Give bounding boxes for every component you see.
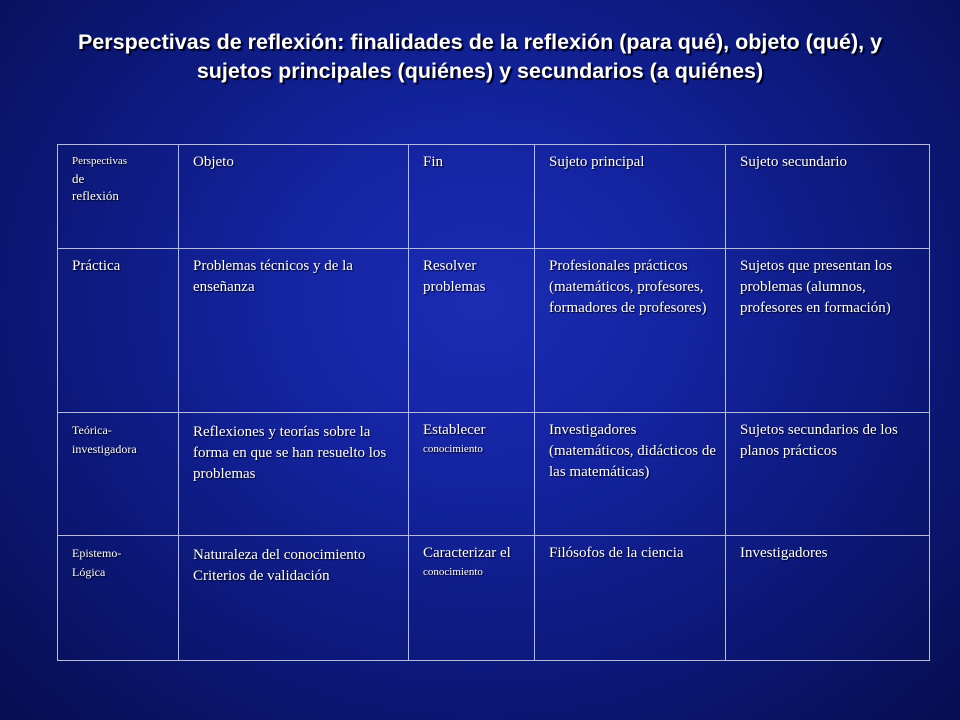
cell-objeto-epistemo [179, 535, 409, 660]
table-row [58, 249, 930, 412]
cell-fin-teorica-text-2: conocimiento [423, 442, 483, 455]
cell-sujeto-principal-practica: Profesionales prácticos (matemáticos, profesores, formadores de profesores) [535, 249, 726, 412]
cell-perspectiva-practica: Práctica [58, 249, 179, 412]
cell-sujeto-secundario-teorica: Sujetos secundarios de los planos prácticos [726, 412, 930, 535]
slide-title-line-2: sujetos principales (quiénes) y secundarios (a quiénes) [196, 59, 764, 83]
header-cell-sujeto-secundario: Sujeto secundario [726, 145, 930, 249]
reflection-perspectives-table [57, 144, 930, 661]
header-cell-fin: Fin [409, 145, 535, 249]
cell-perspectiva-epistemo-text-1: Epistemo- [72, 545, 122, 560]
header-perspectivas-text-3: reflexión [72, 188, 119, 203]
cell-sujeto-secundario-practica: Sujetos que presentan los problemas (alumnos, profesores en formación) [726, 249, 930, 412]
slide-title [20, 28, 940, 86]
header-cell-objeto: Objeto [179, 145, 409, 249]
header-perspectivas-text-1: Perspectivas [72, 155, 127, 167]
cell-objeto-teorica: Reflexiones y teorías sobre la forma en que se han resuelto los problemas [179, 412, 409, 535]
cell-fin-practica: Resolver problemas [409, 249, 535, 412]
cell-fin-epistemo-text-2: conocimiento [423, 565, 483, 578]
header-cell-perspectivas [58, 145, 179, 249]
cell-objeto-practica: Problemas técnicos y de la enseñanza [179, 249, 409, 412]
cell-objeto-epistemo-text-2: Criterios de validación [193, 567, 330, 584]
cell-perspectiva-teorica: Teórica-investigadora [58, 412, 179, 535]
table-row [58, 412, 930, 535]
header-cell-sujeto-principal: Sujeto principal [535, 145, 726, 249]
header-perspectivas-text-2: de [72, 171, 85, 186]
cell-sujeto-secundario-epistemo: Investigadores [726, 535, 930, 660]
cell-objeto-epistemo-text-1: Naturaleza del conocimiento [193, 546, 366, 563]
slide-title-line-1: Perspectivas de reflexión: finalidades de la reflexión (para qué), objeto (qué), y [77, 30, 883, 54]
table-row [58, 535, 930, 660]
cell-fin-teorica-text-1: Establecer [423, 421, 486, 438]
cell-sujeto-principal-teorica: Investigadores (matemáticos, didácticos de las matemáticas) [535, 412, 726, 535]
cell-perspectiva-epistemo-text-2: Lógica [72, 564, 106, 579]
cell-perspectiva-epistemo [58, 535, 179, 660]
cell-sujeto-principal-epistemo: Filósofos de la ciencia [535, 535, 726, 660]
cell-fin-epistemo-text-1: Caracterizar el [423, 544, 511, 561]
cell-fin-teorica [409, 412, 535, 535]
cell-fin-epistemo [409, 535, 535, 660]
table-header-row [58, 145, 930, 249]
